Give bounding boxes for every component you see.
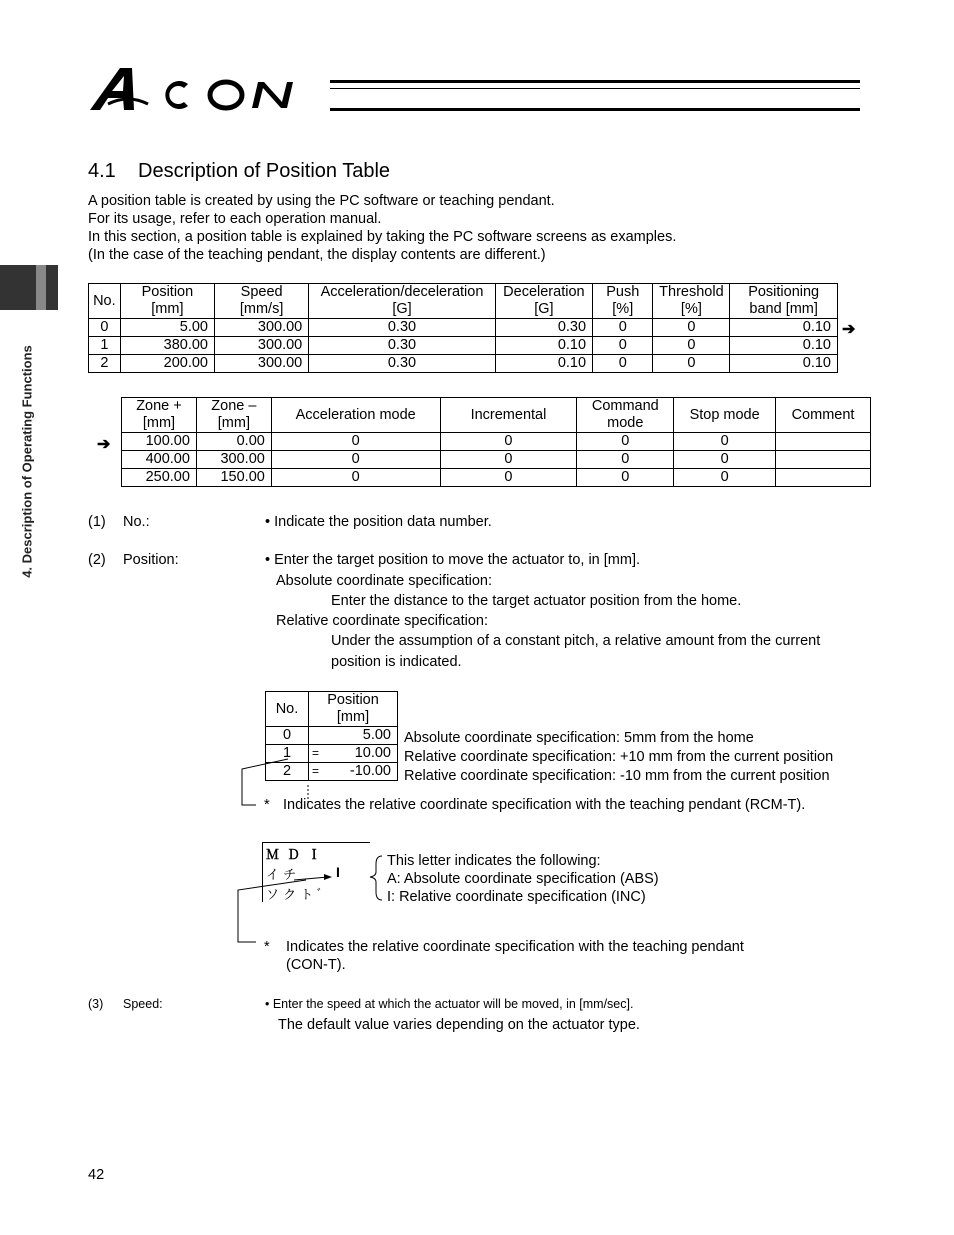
table-header-row — [89, 284, 838, 319]
table3-note-0: Absolute coordinate specification: 5mm from the home — [404, 730, 754, 746]
table3-note-1: Relative coordinate specification: +10 mm from the current position — [404, 749, 834, 765]
footnote-star: * — [264, 939, 270, 955]
intro-line: For its usage, refer to each operation manual. — [88, 211, 382, 227]
col-push: Push [%] — [593, 284, 653, 319]
intro-line: (In the case of the teaching pendant, the display contents are different.) — [88, 247, 546, 263]
item-3-text-2: The default value varies depending on the actuator type. — [278, 1017, 640, 1033]
intro-text — [88, 192, 676, 264]
footnote-rcm: Indicates the relative coordinate specification with the teaching pendant (RCM-T). — [283, 797, 806, 813]
item-2-num: (2) — [88, 552, 106, 568]
pendant-top-rule — [262, 842, 370, 843]
table-row: 1 380.00 300.00 0.30 0.10 0 0 0.10 — [89, 337, 838, 355]
table3-note-2: Relative coordinate specification: -10 mm from the current position — [404, 768, 830, 784]
col-stop-mode: Stop mode — [674, 398, 776, 433]
col-no: No. — [266, 692, 309, 727]
footnote-star: * — [264, 797, 270, 813]
col-zone-plus: Zone + [mm] — [122, 398, 197, 433]
page-number: 42 — [88, 1167, 105, 1183]
rel-text-2: position is indicated. — [331, 654, 462, 670]
intro-line: A position table is created by using the PC software or teaching pendant. — [88, 193, 555, 209]
acon-logo-icon — [88, 64, 328, 116]
pendant-explain-1: A: Absolute coordinate specification (ABS) — [387, 871, 659, 887]
col-no: No. — [89, 284, 121, 319]
relative-marker: = — [312, 764, 320, 778]
header-rule-top — [330, 80, 860, 83]
footnote-con-1: Indicates the relative coordinate specification with the teaching pendant — [286, 939, 744, 955]
item-2-text: • Enter the target position to move the actuator to, in [mm]. — [265, 552, 641, 568]
item-2-label: Position: — [123, 552, 179, 568]
col-comment: Comment — [776, 398, 871, 433]
header-rule-mid — [330, 88, 860, 89]
item-3-num: (3) — [88, 997, 104, 1011]
rel-text-1: Under the assumption of a constant pitch, a relative amount from the current — [331, 633, 821, 649]
position-table-1 — [88, 283, 838, 373]
pendant-line-3: ソ ク ト ﾞ — [266, 888, 324, 903]
side-tab-block — [0, 265, 58, 310]
abs-text: Enter the distance to the target actuator position from the home. — [331, 593, 742, 609]
header-rule-bottom — [330, 108, 860, 111]
pendant-explain-2: I: Relative coordinate specification (INC) — [387, 889, 646, 905]
pendant-explain-0: This letter indicates the following: — [387, 853, 601, 869]
relative-marker: = — [312, 746, 320, 760]
item-3-text: • Enter the speed at which the actuator will be moved, in [mm/sec]. — [265, 997, 634, 1011]
col-accel-mode: Acceleration mode — [271, 398, 440, 433]
col-band: Positioning band [mm] — [730, 284, 838, 319]
table-row: 250.00 150.00 0 0 0 0 — [122, 469, 871, 487]
table-row: 400.00 300.00 0 0 0 0 — [122, 451, 871, 469]
item-1-text: • Indicate the position data number. — [265, 514, 492, 530]
rel-title: Relative coordinate specification: — [276, 613, 488, 629]
abs-title: Absolute coordinate specification: — [276, 573, 493, 589]
table-row: 100.00 0.00 0 0 0 0 — [122, 433, 871, 451]
pendant-line-2: イ チ — [266, 868, 297, 883]
col-threshold: Threshold [%] — [653, 284, 730, 319]
intro-line: In this section, a position table is explained by taking the PC software screens as examples. — [88, 229, 677, 245]
position-table-2 — [121, 397, 871, 487]
table-row: 0 5.00 — [266, 727, 398, 745]
pendant-letter: I — [336, 864, 340, 880]
table-row: 2 200.00 300.00 0.30 0.10 0 0 0.10 — [89, 355, 838, 373]
col-accel: Acceleration/deceleration [G] — [309, 284, 495, 319]
acon-logo — [88, 64, 328, 116]
col-speed: Speed [mm/s] — [215, 284, 309, 319]
side-tab-block-accent — [36, 265, 46, 310]
continue-arrow-icon: ➔ — [97, 436, 111, 453]
table-header-row — [266, 692, 398, 727]
item-1-num: (1) — [88, 514, 106, 530]
table-row: 2 = -10.00 — [266, 763, 398, 781]
col-incremental: Incremental — [440, 398, 577, 433]
pendant-line-1: Ｍ Ｄ Ｉ — [266, 848, 321, 863]
pendant-arrow-icon — [236, 850, 396, 946]
section-title: 4.1 Description of Position Table — [88, 160, 391, 182]
continue-arrow-icon: ➔ — [842, 321, 856, 338]
col-command-mode: Command mode — [577, 398, 674, 433]
col-zone-minus: Zone – [mm] — [196, 398, 271, 433]
footnote-con-2: (CON-T). — [286, 957, 346, 973]
col-decel: Deceleration [G] — [495, 284, 592, 319]
item-1-label: No.: — [123, 514, 150, 530]
col-position: Position [mm] — [309, 692, 398, 727]
table-header-row — [122, 398, 871, 433]
table-row: 0 5.00 300.00 0.30 0.30 0 0 0.10 — [89, 319, 838, 337]
table-row: 1 = 10.00 — [266, 745, 398, 763]
item-3-label: Speed: — [123, 997, 163, 1011]
side-tab-label: 4. Description of Operating Functions — [19, 345, 35, 578]
col-position: Position [mm] — [120, 284, 214, 319]
